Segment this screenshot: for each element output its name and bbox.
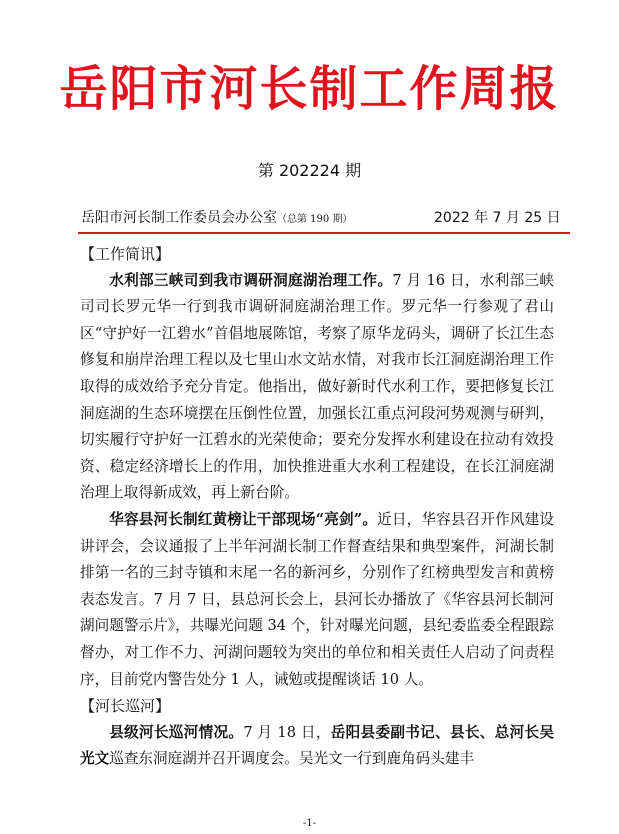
total-issue: （总第 190 期） [277, 214, 353, 225]
news-text-cont: 巡查东洞庭湖并召开调度会。吴光文一行到鹿角码头建丰 [109, 750, 475, 768]
page-number: -1- [302, 818, 317, 829]
news-item [80, 507, 554, 693]
news-item [80, 268, 554, 507]
news-text: 7 月 16 日，水利部三峡司司长罗元华一行到我市调研洞庭湖治理工作。罗元华一行参观了君山区“守护好一江碧水”首倡地展陈馆，考察了原华龙码头，调研了长江生态修复和崩岸治理工程以及七里山水文站水情，对我市长江洞庭湖治理工作取得的成效给予充分肯定。他指出，做好新时代水利工作，要把修复长江洞庭湖的生态环境摆在压倒性位置，加强长江重点河段河势观测与研判，切实履行守护好一江碧水的光荣使命；要充分发挥水利建设在拉动有效投资、稳定经济增长上的作用，加快推进重大水利工程建设，在长江洞庭湖治理上取得新成效，再上新台阶。 [80, 271, 554, 502]
sender-line [81, 208, 352, 230]
news-headline: 县级河长巡河情况。 [109, 723, 244, 741]
news-text: 近日，华容县召开作风建设讲评会，会议通报了上半年河湖长制工作督查结果和典型案件，河湖长制排第一名的三封寺镇和末尾一名的新河乡，分别作了红榜典型发言和黄榜表态发言。7 月 7 日，县总河长会上，县河长办播放了《华容县河长制河湖问题警示片》，共曝光问题 34 个，针对曝光问题，县纪委监委全程跟踪督办，对工作不力、河湖问题较为突出的单位和相关责任人启动了问责程序，目前党内警告处分 1 人，诫勉或提醒谈话 10 人。 [80, 510, 554, 688]
sender-name: 岳阳市河长制工作委员会办公室 [81, 210, 277, 226]
news-headline: 华容县河长制红黄榜让干部现场“亮剑”。 [109, 510, 378, 528]
section-heading-patrol: 【河长巡河】 [80, 697, 171, 716]
news-official: 岳阳县委副书记、县长、总河长吴光文 [80, 723, 554, 768]
issue-number: 第 202224 期 [257, 161, 362, 180]
news-item [80, 720, 554, 773]
issue-date: 2022 年 7 月 25 日 [434, 210, 561, 226]
news-headline: 水利部三峡司到我市调研洞庭湖治理工作。 [109, 271, 393, 289]
report-body [80, 241, 554, 773]
section-heading-briefs: 【工作简讯】 [80, 245, 171, 263]
news-text: 7 月 18 日， [243, 723, 331, 741]
masthead-title: 岳阳市河长制工作周报 [59, 61, 560, 117]
header-divider [78, 232, 570, 234]
